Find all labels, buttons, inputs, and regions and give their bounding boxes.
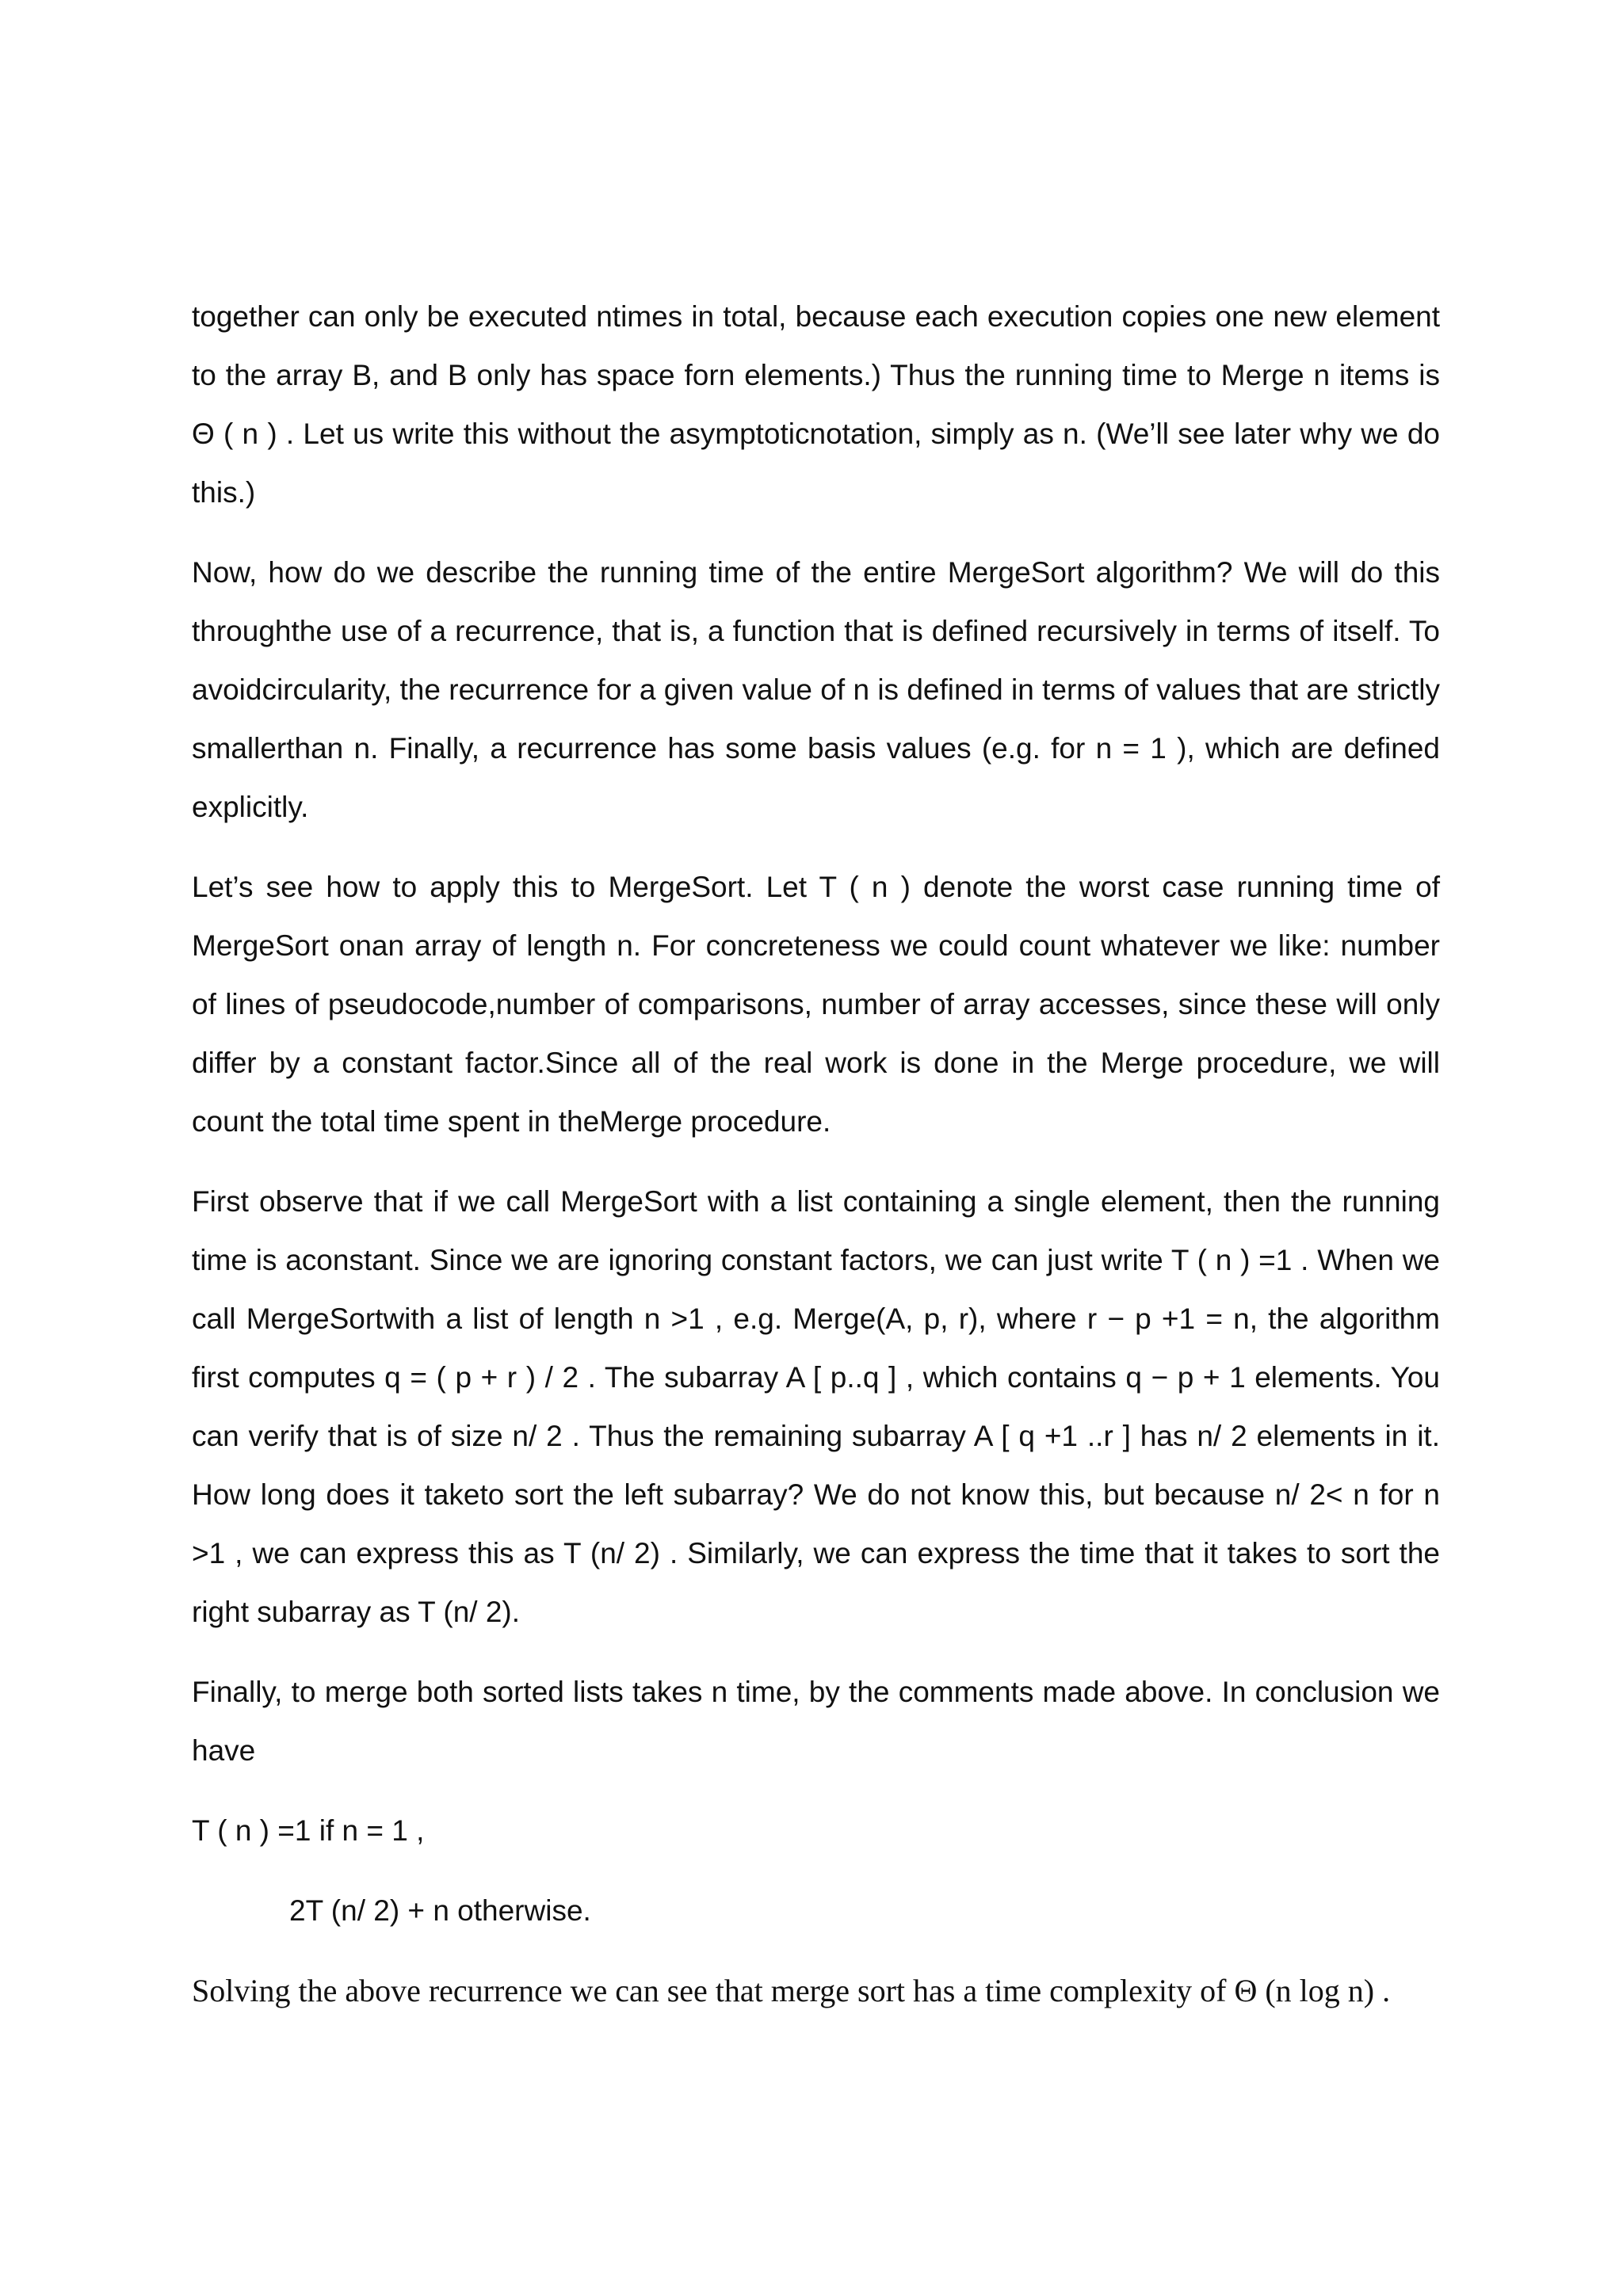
- time-complexity-conclusion: Solving the above recurrence we can see that merge sort has a time complexity of Θ (n log n) .: [192, 1973, 1391, 2008]
- paragraph-mergesort-cost: Let’s see how to apply this to MergeSort. Let T ( n ) denote the worst case running time of MergeSort onan array of length n. For concreteness we could count whatever we like: number of lines of pseudocode,number of comparisons, number of array accesses, since these will only differ by a constant factor.Since all of the real work is done in the Merge procedure, we will count the total time spent in theMerge procedure.: [192, 871, 1440, 1138]
- paragraph-merge-running-time: together can only be executed ntimes in total, because each execution copies one new element to the array B, and B only has space forn elements.) Thus the running time to Merge n items is Θ ( n ) . Let us write this without the asymptoticnotation, simply as n. (We’ll see later why we do this.): [192, 300, 1440, 509]
- recurrence-general-case: 2T (n/ 2) + n otherwise.: [289, 1894, 591, 1927]
- paragraph-recurrence-definition: Now, how do we describe the running time of the entire MergeSort algorithm? We will do this throughthe use of a recurrence, that is, a function that is defined recursively in terms of itself. To avoidcircularity, the recurrence for a given value of n is defined in terms of values that are strictly smallerthan n. Finally, a recurrence has some basis values (e.g. for n = 1 ), which are defined explicitly.: [192, 556, 1440, 823]
- recurrence-base-case: T ( n ) =1 if n = 1 ,: [192, 1814, 425, 1847]
- document-body: [192, 288, 1440, 2020]
- paragraph-subarray-analysis: First observe that if we call MergeSort with a list containing a single element, then the running time is aconstant. Since we are ignoring constant factors, we can just write T ( n ) =1 . When we call MergeSortwith a list of length n >1 , e.g. Merge(A, p, r), where r − p +1 = n, the algorithm first computes q = ( p + r ) / 2 . The subarray A [ p..q ] , which contains q − p + 1 elements. You can verify that is of size n/ 2 . Thus the remaining subarray A [ q +1 ..r ] has n/ 2 elements in it. How long does it taketo sort the left subarray? We do not know this, but because n/ 2< n for n >1 , we can express this as T (n/ 2) . Similarly, we can express the time that it takes to sort the right subarray as T (n/ 2).: [192, 1185, 1440, 1628]
- paragraph-conclusion-intro: Finally, to merge both sorted lists takes n time, by the comments made above. In conclusion we have: [192, 1676, 1440, 1767]
